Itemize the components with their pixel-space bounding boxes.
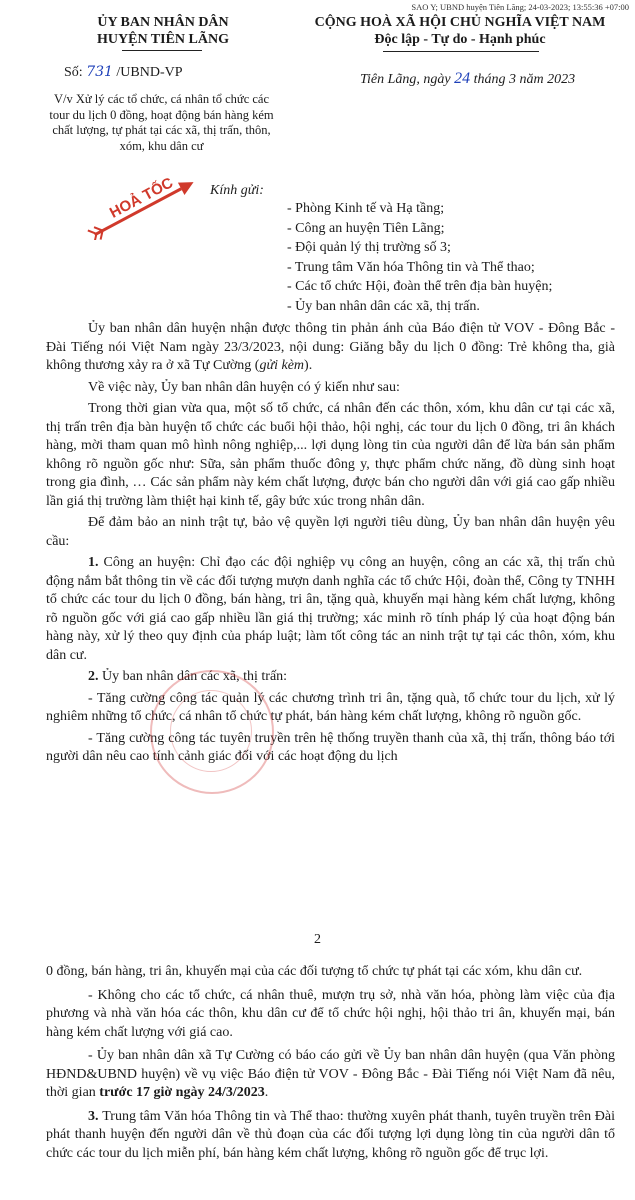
- digital-signature-stamp: SAO Y; UBND huyện Tiên Lãng; 24-03-2023; 13:55:36 +07:00: [411, 2, 629, 12]
- paragraph: - Tăng cường công tác quản lý các chương trình tri ân, tặng quà, tổ chức tour du lịch, xử lý nghiêm những tổ chức, cá nhân tổ chức tự phát, bán hàng kém chất lượng, không rõ nguồn gốc.: [46, 690, 615, 724]
- date-suffix: tháng 3 năm 2023: [470, 72, 576, 87]
- recipient-item: - Ủy ban nhân dân các xã, thị trấn.: [287, 298, 480, 314]
- date-day: 24: [454, 70, 471, 87]
- page2-body: [46, 963, 615, 1168]
- recipient-item: - Phòng Kinh tế và Hạ tầng;: [287, 201, 445, 216]
- document-number-suffix: /UBND-VP: [112, 65, 183, 80]
- document-number-value: 731: [86, 64, 113, 80]
- paragraph: 3. Trung tâm Văn hóa Thông tin và Thể thao: thường xuyên phát thanh, tuyên truyền trên Đài phát thanh huyện đến người dân về thủ đoạn của các đối tượng lợi dụng lòng tin của người dân tổ chức các tour du lịch miễn phí, bán hàng kém chất lượng, không rõ nguồn gốc để trục lợi.: [46, 1108, 616, 1161]
- salutation: Kính gửi:: [210, 183, 264, 198]
- paragraph: - Ủy ban nhân dân xã Tự Cường có báo cáo gửi về Ủy ban nhân dân huyện (qua Văn phòng HĐND&UBND huyện) về vụ việc Báo điện tử VOV - Đông Bắc - Đài Tiếng nói Việt Nam đã nêu, thời gian trước 17 giờ ngày 24/3/2023.: [46, 1048, 615, 1100]
- paragraph: Ủy ban nhân dân huyện nhận được thông tin phản ánh của Báo điện tử VOV - Đông Bắc - Đài Tiếng nói Việt Nam ngày 23/3/2023, nội dung: Giăng bẫy du lịch 0 đồng: Trẻ không tha, già không thương xảy ra ở xã Tự Cường (gửi kèm).: [46, 321, 615, 373]
- document-subject: V/v Xử lý các tổ chức, cá nhân tổ chức các tour du lịch 0 đồng, hoạt động bán hàng kém chất lượng, tự phát tại các xã, thị trấn, thôn, xóm, khu dân cư: [49, 92, 274, 153]
- urgent-stamp-text: HOẢ TỐC: [106, 174, 176, 222]
- document-date: [360, 70, 575, 88]
- national-header: [300, 14, 620, 48]
- recipient-item: - Công an huyện Tiên Lãng;: [287, 220, 445, 236]
- urgent-stamp: [80, 170, 200, 240]
- national-motto: Độc lập - Tự do - Hạnh phúc: [374, 32, 546, 47]
- document-number-prefix: Số:: [64, 65, 87, 80]
- paragraph: Về việc này, Ủy ban nhân dân huyện có ý kiến như sau:: [88, 379, 400, 395]
- paragraph: Để đảm bảo an ninh trật tự, bảo vệ quyền lợi người tiêu dùng, Ủy ban nhân dân huyện yêu cầu:: [46, 515, 615, 549]
- paragraph: - Tăng cường công tác tuyên truyền trên hệ thống truyền thanh của xã, thị trấn, thông báo tới người dân nêu cao tính cảnh giác đối với các hoạt động du lịch: [46, 730, 615, 764]
- issuer-underline: [122, 50, 202, 51]
- paragraph: 1. Công an huyện: Chỉ đạo các đội nghiệp vụ công an huyện, công an các xã, thị trấn chủ động nắm bắt thông tin về các đối tượng mượn danh nghĩa các tổ chức Hội, đoàn thể, Công ty TNHH tổ chức các tour du lịch 0 đồng, bán hàng, tri ân, tặng quà, khuyến mại hàng kém chất lượng, không rõ nguồn gốc với giá cao gấp nhiều lần giá thị trường; xác minh rõ tính pháp lý của hoạt động bán hàng này, xử lý theo quy định của pháp luật; làm tốt công tác an ninh trật tự tại các thôn, xóm, khu dân cư.: [46, 555, 616, 663]
- paragraph: Trong thời gian vừa qua, một số tổ chức, cá nhân đến các thôn, xóm, khu dân cư tại các xã, thị trấn trên địa bàn huyện tổ chức các buổi hội thảo, hội nghị, các tour du lịch 0 đồng, tri ân khách hàng, mời tham quan mô hình nông nghiệp,... lợi dụng lòng tin của người dân để lừa bán sản phẩm không rõ nguồn gốc như: Sữa, sản phẩm thuốc đông y, thực phẩm chức năng, đồ dùng sinh hoạt trong gia đình, … Các sản phẩm này kém chất lượng, được bán cho người dân với giá cao gấp nhiều lần giá thị trường làm thiệt hại kinh tế, gây bức xúc trong nhân dân.: [46, 401, 615, 509]
- issuer-line-1: ỦY BAN NHÂN DÂN: [97, 15, 229, 30]
- document-number: [64, 64, 183, 81]
- date-prefix: Tiên Lãng, ngày: [360, 72, 455, 87]
- issuer-line-2: HUYỆN TIÊN LÃNG: [97, 32, 229, 47]
- recipient-item: - Đội quản lý thị trường số 3;: [287, 240, 451, 255]
- paragraph: 2. Ủy ban nhân dân các xã, thị trấn:: [88, 669, 288, 684]
- paragraph: 0 đồng, bán hàng, tri ân, khuyến mại của các đối tượng tổ chức tự phát tại các xóm, khu dân cư.: [46, 964, 583, 979]
- recipient-item: - Trung tâm Văn hóa Thông tin và Thể thao;: [287, 259, 535, 275]
- motto-underline: [383, 51, 539, 52]
- page-number: 2: [314, 932, 321, 947]
- page-break: [0, 880, 635, 930]
- official-seal-inner: [170, 690, 252, 772]
- page1-body: [46, 320, 615, 770]
- recipient-item: - Các tổ chức Hội, đoàn thể trên địa bàn huyện;: [287, 279, 553, 294]
- national-title: CỘNG HOÀ XÃ HỘI CHỦ NGHĨA VIỆT NAM: [314, 15, 606, 30]
- paragraph: - Không cho các tổ chức, cá nhân thuê, mượn trụ sở, nhà văn hóa, phòng làm việc của địa phương và nhà văn hóa các thôn, khu dân cư để tổ chức hội nghị, hội thảo tri ân, khuyến mại, bán hàng kém chất lượng với giá cao.: [46, 987, 615, 1040]
- recipient-list: [287, 199, 552, 316]
- issuer-header: [58, 14, 268, 48]
